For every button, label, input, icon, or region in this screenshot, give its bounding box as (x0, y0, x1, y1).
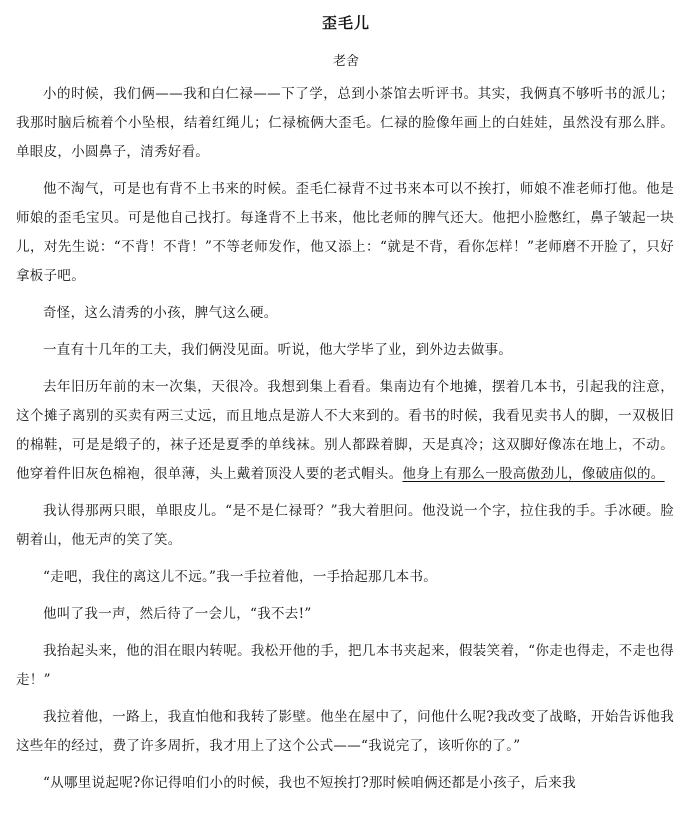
paragraph-7: “走吧，我住的离这儿不远。”我一手拉着他，一手拾起那几本书。 (43, 569, 438, 585)
document-title: 歪毛儿 (321, 14, 370, 32)
paragraph-4: 一直有十几年的工夫，我们俩没见面。听说，他大学毕了业，到外边去做事。 (43, 342, 513, 358)
paragraph-5 (16, 373, 674, 489)
paragraph-8: 他叫了我一声，然后待了一会儿，“我不去!” (43, 606, 312, 622)
paragraph-5-text: 去年旧历年前的末一次集，天很冷。我想到集上看看。集南边有个地摊，摆着几本书，引起我的注意，这个摊子离别的买卖有两三丈远，而且地点是游人不大来到的。看书的时候，我看见卖书人的脚，一双极旧的棉鞋，可是是缎子的，袜子还是夏季的单线袜。别人都跺着脚，天是真冷；这双脚好像冻在地上，不动。他穿着件旧灰色棉袍，很单薄，头上戴着顶没人要的老式帽头。 (16, 379, 674, 482)
underlined-sentence: 他身上有那么一股高傲劲儿，像破庙似的。 (402, 466, 665, 482)
paragraph-11: “从哪里说起呢?你记得咱们小的时候，我也不短挨打?那时候咱俩还都是小孩子，后来我 (43, 775, 576, 791)
paragraph-10: 我拉着他，一路上，我直怕他和我转了影壁。他坐在屋中了，问他什么呢?我改变了战略，开始告诉他我这些年的经过，费了许多周折，我才用上了这个公式——“我说完了，该听你的了。” (16, 709, 674, 754)
paragraph-6: 我认得那两只眼，单眼皮儿。“是不是仁禄哥？”我大着胆问。他没说一个字，拉住我的手。手冰硬。脸朝着山，他无声的笑了笑。 (16, 503, 674, 548)
paragraph-3: 奇怪，这么清秀的小孩，脾气这么硬。 (43, 305, 278, 321)
paragraph-9: 我抬起头来，他的泪在眼内转呢。我松开他的手，把几本书夹起来，假装笑着，“你走也得走，不走也得走！” (16, 643, 674, 688)
document-author: 老舍 (332, 54, 359, 69)
paragraph-2: 他不淘气，可是也有背不上书来的时候。歪毛仁禄背不过书来本可以不挨打，师娘不准老师打他。他是师娘的歪毛宝贝。可是他自己找打。每逢背不上书来，他比老师的脾气还大。他把小脸憋红，鼻子皱起一块儿，对先生说：“不背！不背！”不等老师发作，他又添上：“就是不背，看你怎样！”老师磨不开脸了，只好拿板子吧。 (16, 181, 674, 284)
paragraph-1: 小的时候，我们俩——我和白仁禄——下了学，总到小茶馆去听评书。其实，我俩真不够听书的派儿；我那时脑后梳着个小坠根，结着红绳儿；仁禄梳俩大歪毛。仁禄的脸像年画上的白娃娃，虽然没有那么胖。单眼皮，小圆鼻子，清秀好看。 (16, 86, 674, 160)
document-body (16, 80, 674, 806)
